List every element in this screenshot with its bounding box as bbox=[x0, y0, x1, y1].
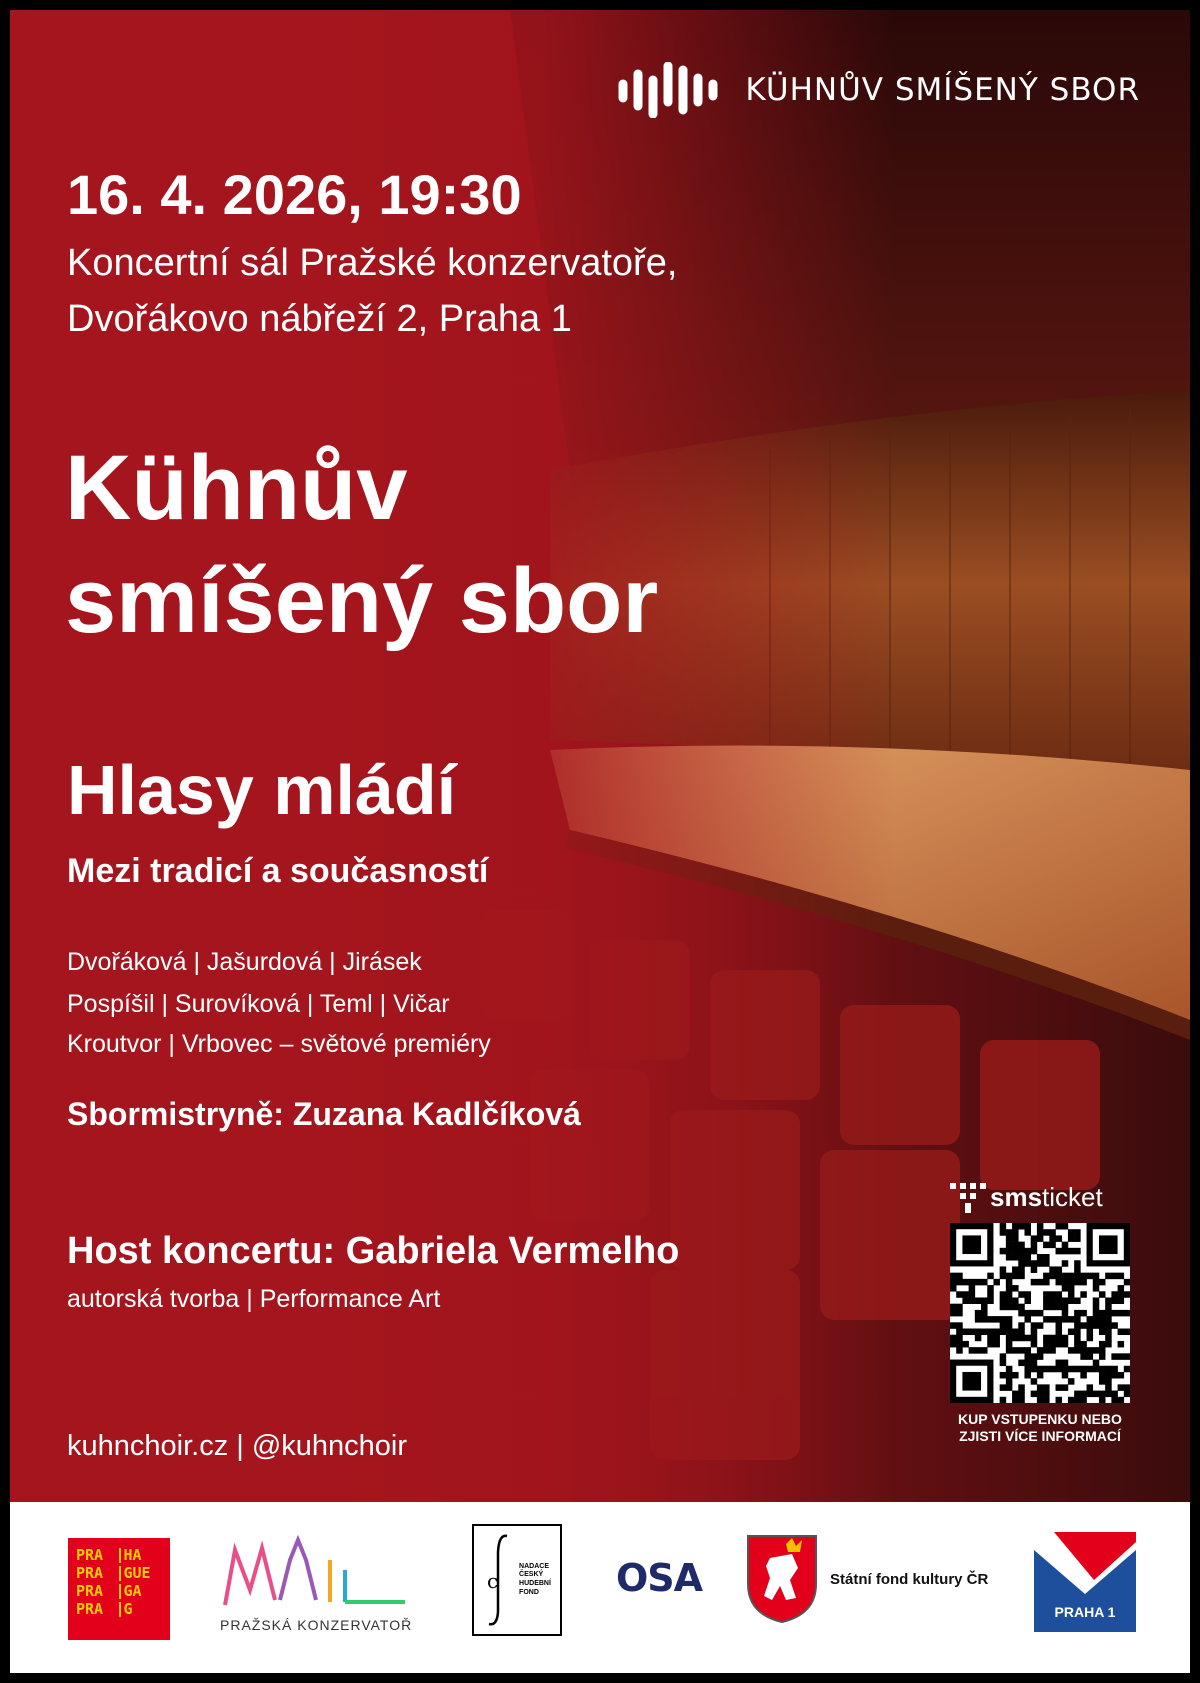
website-and-social[interactable]: kuhnchoir.cz | @kuhnchoir bbox=[67, 1430, 408, 1462]
svg-text:c: c bbox=[487, 1569, 499, 1593]
venue-line-1: Koncertní sál Pražské konzervatoře, bbox=[67, 242, 678, 284]
praha-grid-cell: PRA bbox=[76, 1564, 104, 1582]
konzervator-mark-icon bbox=[220, 1530, 410, 1610]
sfk-logo bbox=[746, 1534, 988, 1624]
nchf-label-line: FOND bbox=[519, 1588, 539, 1596]
sfk-label: Státní fond kultury ČR bbox=[830, 1570, 989, 1588]
smsticket-logo-bold: sms bbox=[990, 1182, 1043, 1212]
praha1-label: PRAHA 1 bbox=[1054, 1604, 1116, 1620]
praha-grid-cell: G bbox=[119, 1602, 163, 1617]
czech-lion-icon bbox=[746, 1534, 818, 1624]
ticket-cta-line-2: ZJISTI VÍCE INFORMACÍ bbox=[959, 1427, 1121, 1444]
guest-description: autorská tvorba | Performance Art bbox=[67, 1285, 441, 1313]
smsticket-icon bbox=[950, 1183, 986, 1213]
composers-line-1: Dvořáková | Jašurdová | Jirásek bbox=[67, 948, 422, 976]
smsticket-logo-rest: ticket bbox=[1042, 1182, 1103, 1212]
nchf-label bbox=[519, 1563, 551, 1598]
title-line-2: smíšený sbor bbox=[65, 550, 659, 652]
praha-grid-cell: PRA bbox=[76, 1582, 104, 1600]
nchf-label-line: ČESKÝ bbox=[519, 1571, 544, 1579]
nchf-label-line: HUDEBNÍ bbox=[519, 1580, 551, 1587]
venue-line-2: Dvořákovo nábřeží 2, Praha 1 bbox=[67, 298, 572, 340]
composers-line-2: Pospíšil | Surovíková | Teml | Vičar bbox=[67, 990, 450, 1018]
ticket-cta bbox=[950, 1411, 1130, 1445]
praha-logo bbox=[68, 1538, 170, 1640]
choir-name-header: KÜHNŮV SMÍŠENÝ SBOR bbox=[745, 72, 1140, 108]
program-tagline: Mezi tradicí a současností bbox=[67, 852, 489, 890]
choirmaster: Sbormistryně: Zuzana Kadlčíková bbox=[67, 1096, 581, 1132]
ticket-box bbox=[950, 1182, 1135, 1445]
partner-logos bbox=[10, 1502, 1190, 1673]
program-title: Hlasy mládí bbox=[67, 751, 457, 829]
osa-logo: OSA bbox=[616, 1556, 703, 1600]
nchf-logo bbox=[472, 1524, 562, 1636]
choir-brand bbox=[617, 62, 1140, 118]
nchf-label-line: NADACE bbox=[519, 1562, 549, 1570]
konzervator-logo bbox=[220, 1530, 420, 1640]
konzervator-label: PRAŽSKÁ KONZERVATOŘ bbox=[220, 1617, 413, 1633]
praha-grid-cell: GA bbox=[119, 1584, 163, 1599]
concert-poster bbox=[10, 10, 1190, 1673]
choir-logo-icon bbox=[617, 62, 725, 118]
praha-grid-cell: HA bbox=[119, 1548, 163, 1563]
composers-line-3: Kroutvor | Vrbovec – světové premiéry bbox=[67, 1030, 491, 1058]
praha-grid-cell: PRA bbox=[76, 1600, 104, 1618]
qr-code[interactable] bbox=[950, 1223, 1130, 1403]
praha-grid-cell: GUE bbox=[119, 1566, 163, 1581]
guest-title: Host koncertu: Gabriela Vermelho bbox=[67, 1230, 680, 1272]
ticket-cta-line-1: KUP VSTUPENKU NEBO bbox=[958, 1411, 1122, 1427]
praha-grid-cell: PRA bbox=[76, 1546, 104, 1564]
event-datetime: 16. 4. 2026, 19:30 bbox=[67, 163, 522, 226]
nchf-mark-icon bbox=[483, 1532, 515, 1628]
smsticket-logo bbox=[950, 1182, 1135, 1213]
praha1-logo bbox=[1034, 1532, 1136, 1632]
title-line-1: Kühnův bbox=[65, 437, 408, 539]
